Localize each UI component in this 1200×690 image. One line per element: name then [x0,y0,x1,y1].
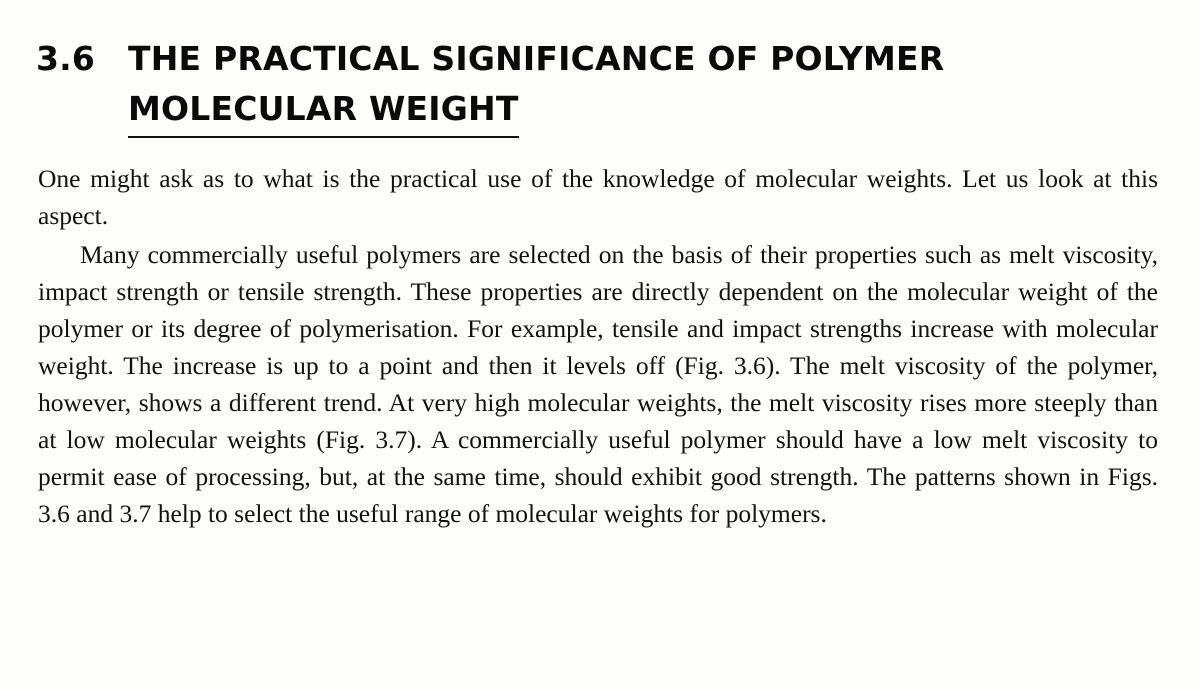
section-title-line-1: THE PRACTICAL SIGNIFICANCE OF POLYMER [128,39,945,78]
section-body [38,160,1158,532]
intro-paragraph: One might ask as to what is the practical use of the knowledge of molecular weights. Let us look at this aspect. [38,164,1158,230]
section-title [128,34,988,138]
section-title-line-2: MOLECULAR WEIGHT [128,84,519,138]
main-paragraph: Many commercially useful polymers are selected on the basis of their properties such as melt viscosity, impact strength or tensile strength. These properties are directly dependent on the molecular weight of the polymer or its degree of polymerisation. For example, tensile and impact strengths increase with molecular weight. The increase is up to a point and then it levels off (Fig. 3.6). The melt viscosity of the polymer, however, shows a different trend. At very high molecular weights, the melt viscosity rises more steeply than at low molecular weights (Fig. 3.7). A commercially useful polymer should have a low melt viscosity to permit ease of processing, but, at the same time, should exhibit good strength. The patterns shown in Figs. 3.6 and 3.7 help to select the useful range of molecular weights for polymers. [38,240,1158,528]
section-number: 3.6 [36,39,96,78]
